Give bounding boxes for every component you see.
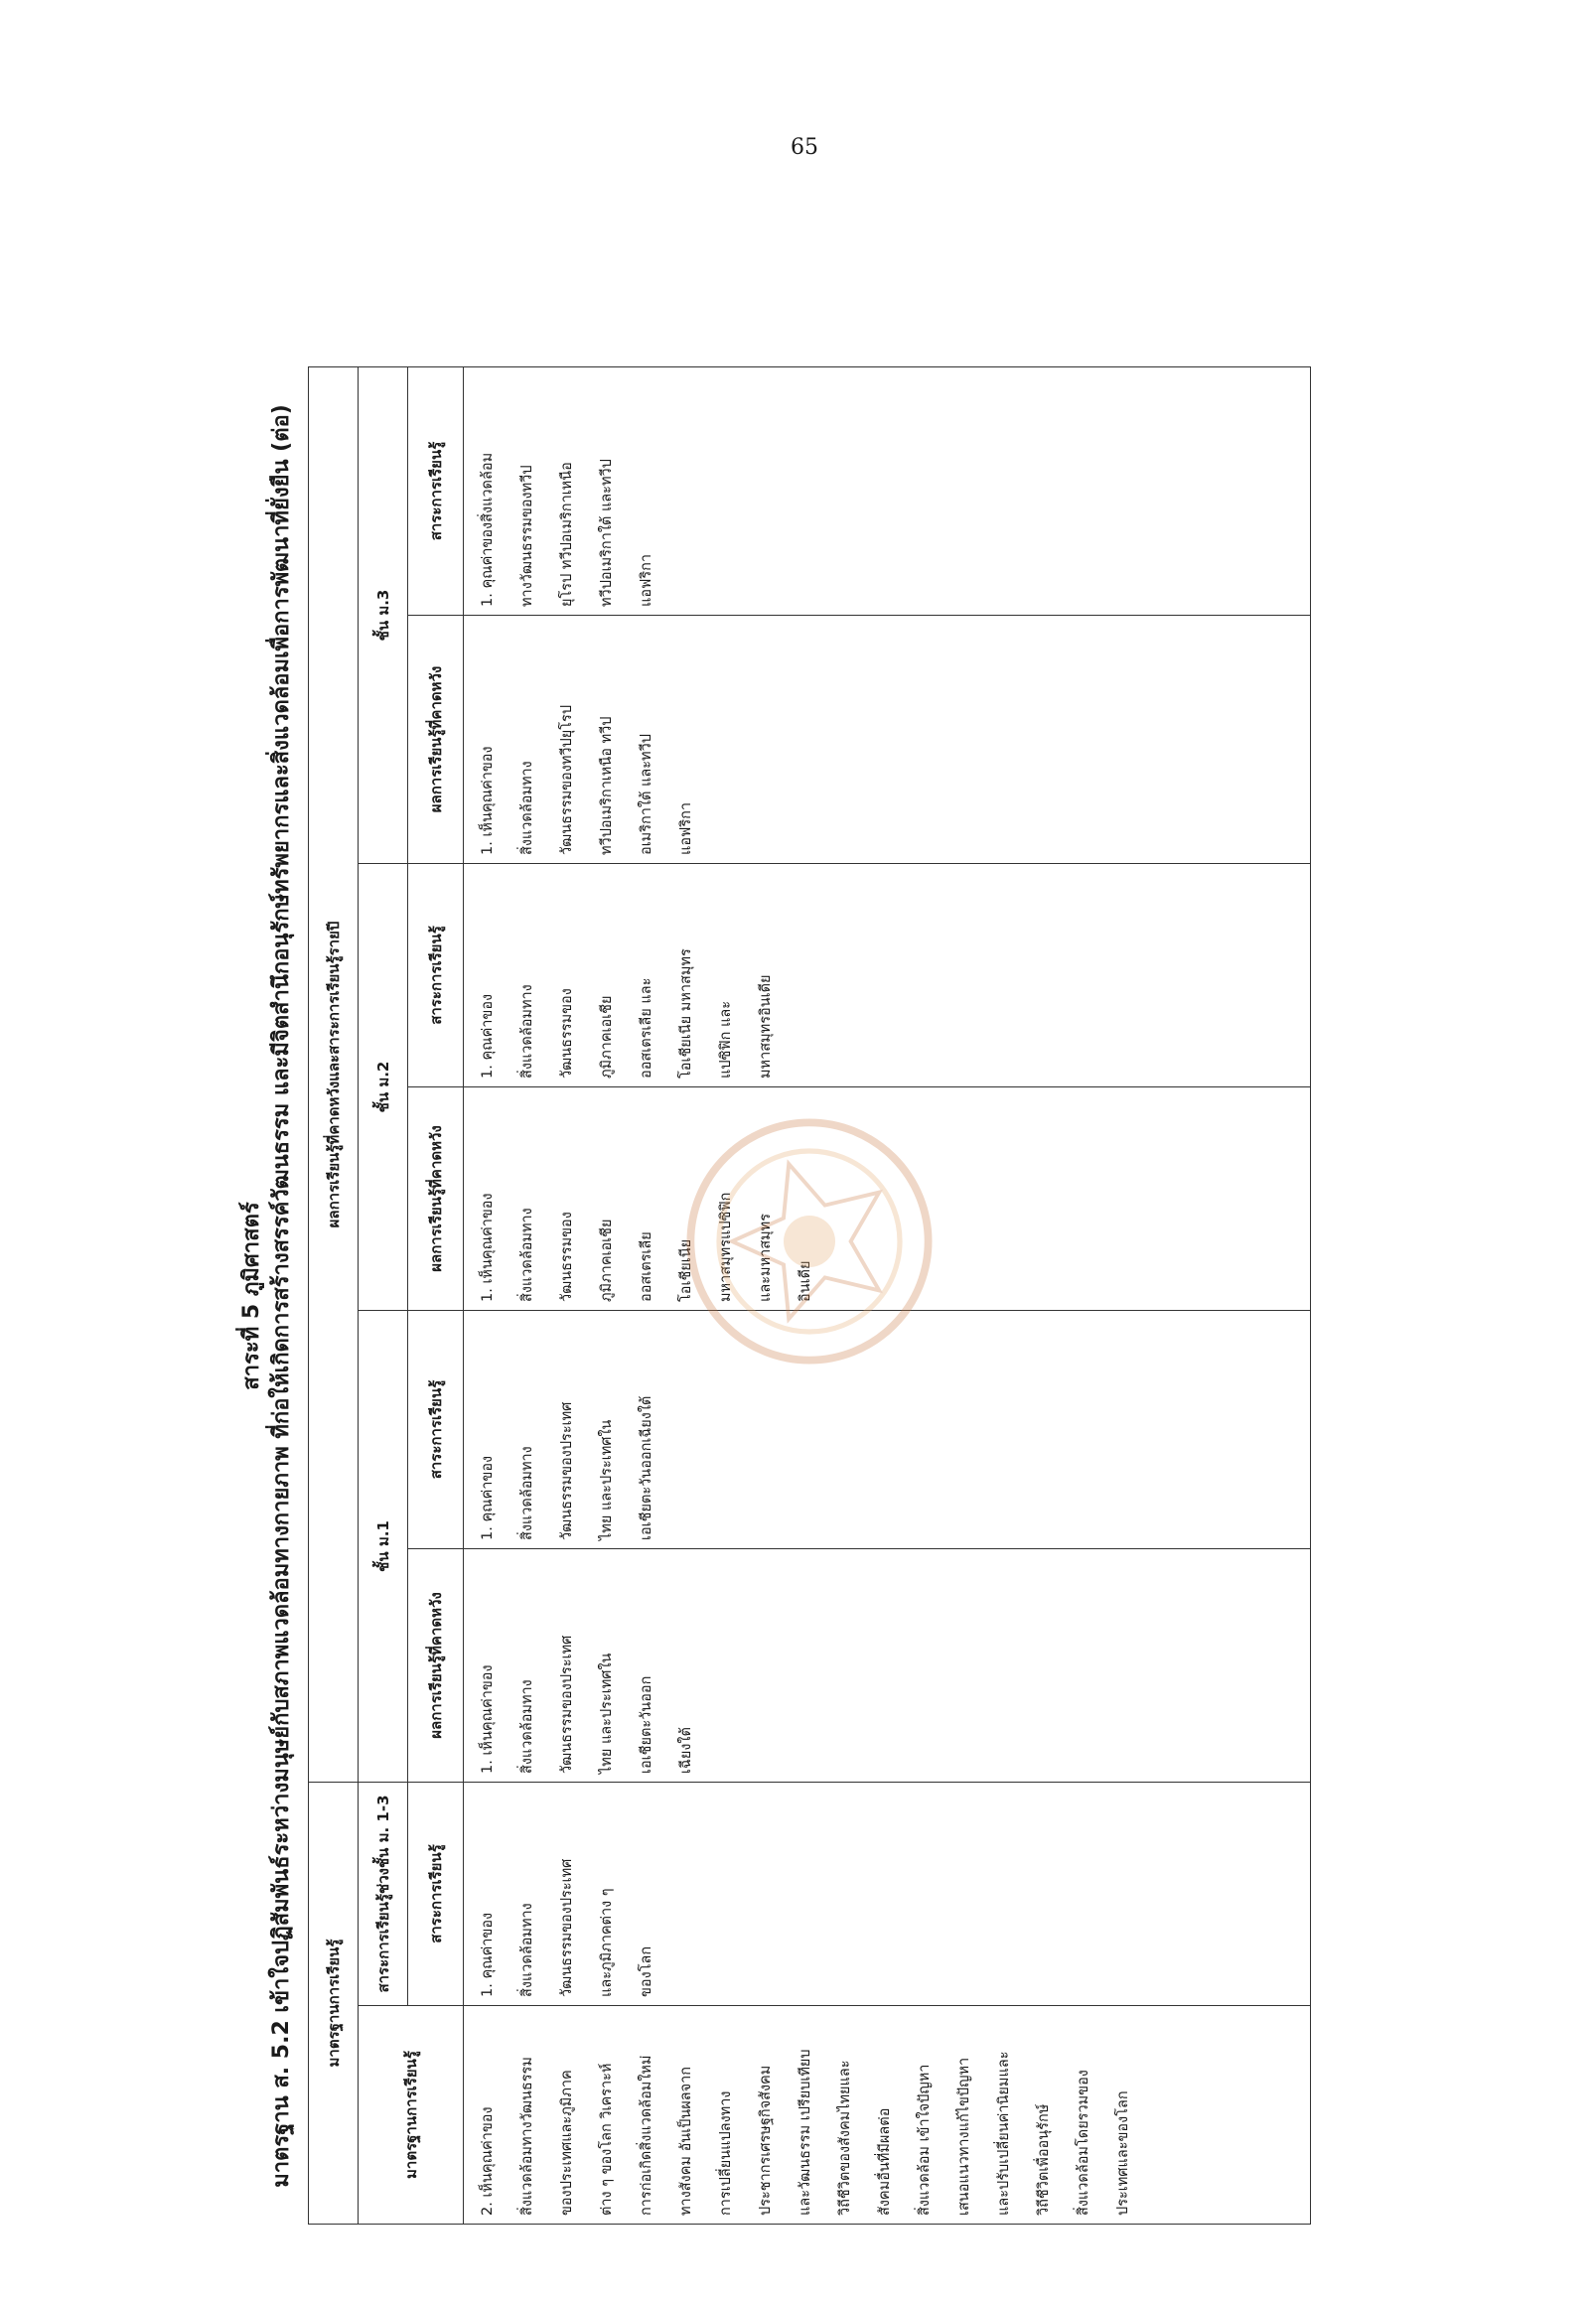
cell-line: สิ่งแวดล้อมทางวัฒนธรรม bbox=[519, 2057, 535, 2216]
m3-content-cell bbox=[464, 366, 1311, 615]
m2-expected-cell bbox=[464, 1087, 1311, 1311]
cell-line: วิถีชีวิตเพื่ออนุรักษ์ bbox=[1036, 2103, 1052, 2216]
learning-standard-group-header: มาตรฐานการเรียนรู้ bbox=[309, 1783, 359, 2225]
cell-line: และภูมิภาคต่าง ๆ bbox=[599, 1888, 615, 1997]
grade-m2-header: ชั้น ม.2 bbox=[359, 864, 408, 1311]
cell-line: อินเดีย bbox=[798, 1260, 813, 1302]
cell-line: ไทย และประเทศใน bbox=[599, 1653, 615, 1774]
cell-line: วัฒนธรรมของ bbox=[559, 1212, 575, 1302]
cell-line: โอเชียเนีย มหาสมุทร bbox=[678, 948, 694, 1079]
col-m3-content-header: สาระการเรียนรู้ bbox=[408, 366, 464, 615]
cell-line: 1. คุณค่าของ bbox=[480, 993, 496, 1079]
cell-line: และมหาสมุทร bbox=[758, 1213, 774, 1302]
cell-line: สิ่งแวดล้อมทาง bbox=[519, 984, 535, 1079]
cell-line: และวัฒนธรรม เปรียบเทียบ bbox=[798, 2049, 813, 2216]
cell-line: ต่าง ๆ ของโลก วิเคราะห์ bbox=[599, 2063, 615, 2216]
cell-line: ทวีปอเมริกาเหนือ ทวีป bbox=[599, 716, 615, 855]
cell-line: เอเชียตะวันออก bbox=[639, 1675, 654, 1774]
cell-line: ทวีปอเมริกาใต้ และทวีป bbox=[599, 459, 615, 607]
col-content-header: สาระการเรียนรู้ bbox=[408, 1783, 464, 2006]
expected-outcomes-group-header: ผลการเรียนรู้ที่คาดหวังและสาระการเรียนรู้รายปี bbox=[309, 366, 359, 1782]
cell-line: เอเชียตะวันออกเฉียงใต้ bbox=[639, 1395, 654, 1540]
cell-line: วัฒนธรรมของประเทศ bbox=[559, 1401, 575, 1540]
cell-line: มหาสมุทรอินเดีย bbox=[758, 974, 774, 1079]
cell-line: และปรับเปลี่ยนค่านิยมและ bbox=[996, 2051, 1012, 2216]
cell-line: ประชากรเศรษฐกิจสังคม bbox=[758, 2065, 774, 2216]
cell-line: วัฒนธรรมของทวีปยุโรป bbox=[559, 704, 575, 855]
cell-line: ไทย และประเทศใน bbox=[599, 1419, 615, 1540]
col-m2-expected-header: ผลการเรียนรู้ที่คาดหวัง bbox=[408, 1087, 464, 1311]
cell-line: สิ่งแวดล้อมทาง bbox=[519, 1903, 535, 1997]
cell-line: แอฟริกา bbox=[639, 553, 654, 607]
cell-line: เสนอแนวทางแก้ไขปัญหา bbox=[956, 2057, 972, 2216]
cell-line: ของโลก bbox=[639, 1945, 654, 1997]
cell-line: 1. เห็นคุณค่าของ bbox=[480, 746, 496, 855]
range-content-cell bbox=[464, 1783, 1311, 2006]
col-standard-header: มาตรฐานการเรียนรู้ bbox=[359, 2006, 464, 2225]
standard-cell bbox=[464, 2006, 1311, 2225]
m1-content-cell bbox=[464, 1311, 1311, 1549]
cell-line: วัฒนธรรมของประเทศ bbox=[559, 1635, 575, 1774]
cell-line: การเปลี่ยนแปลงทาง bbox=[718, 2090, 734, 2216]
grade-range-content-header: สาระการเรียนรู้ช่วงชั้น ม. 1-3 bbox=[359, 1783, 408, 2006]
cell-line: สิ่งแวดล้อมโดยรวมของ bbox=[1076, 2070, 1091, 2216]
cell-line: วิถีชีวิตของสังคมไทยและ bbox=[837, 2060, 853, 2216]
col-m1-expected-header: ผลการเรียนรู้ที่คาดหวัง bbox=[408, 1549, 464, 1783]
page-number: 65 bbox=[791, 135, 818, 160]
m2-content-cell bbox=[464, 864, 1311, 1087]
cell-line: ทางสังคม อันเป็นผลจาก bbox=[678, 2066, 694, 2216]
header-row-2 bbox=[359, 366, 408, 2224]
col-m2-content-header: สาระการเรียนรู้ bbox=[408, 864, 464, 1087]
cell-line: เฉียงใต้ bbox=[678, 1727, 694, 1774]
cell-line: 1. คุณค่าของสิ่งแวดล้อม bbox=[480, 452, 496, 607]
header-row-3 bbox=[408, 366, 464, 2224]
cell-line: โอเชียเนีย bbox=[678, 1238, 694, 1302]
cell-line: การก่อเกิดสิ่งแวดล้อมใหม่ bbox=[639, 2055, 654, 2216]
col-m1-content-header: สาระการเรียนรู้ bbox=[408, 1311, 464, 1549]
cell-line: แปซิฟิก และ bbox=[718, 1000, 734, 1079]
cell-line: ประเทศและของโลก bbox=[1115, 2090, 1131, 2216]
cell-line: ของประเทศและภูมิภาค bbox=[559, 2070, 575, 2216]
col-m3-expected-header: ผลการเรียนรู้ที่คาดหวัง bbox=[408, 616, 464, 864]
cell-line: 1. เห็นคุณค่าของ bbox=[480, 1193, 496, 1302]
cell-line: 1. คุณค่าของ bbox=[480, 1912, 496, 1997]
cell-line: ออสเตรเลีย bbox=[639, 1231, 654, 1302]
cell-line: ภูมิภาคเอเชีย bbox=[599, 995, 615, 1079]
cell-line: มหาสมุทรแปซิฟิก bbox=[718, 1192, 734, 1302]
cell-line: ทางวัฒนธรรมของทวีป bbox=[519, 465, 535, 607]
cell-line: สิ่งแวดล้อมทาง bbox=[519, 1679, 535, 1774]
cell-line: แอฟริกา bbox=[678, 801, 694, 855]
cell-line: 1. คุณค่าของ bbox=[480, 1455, 496, 1540]
grade-m3-header: ชั้น ม.3 bbox=[359, 366, 408, 863]
header-row-1 bbox=[309, 366, 359, 2224]
curriculum-table bbox=[308, 366, 1311, 2225]
table-row bbox=[464, 366, 1311, 2224]
cell-line: 2. เห็นคุณค่าของ bbox=[480, 2106, 496, 2216]
standard-heading: มาตรฐาน ส. 5.2 เข้าใจปฏิสัมพันธ์ระหว่างมนุษย์กับสภาพแวดล้อมทางกายภาพ ที่ก่อให้เกิดการสร้างสรรค์วัฒนธรรม และมีจิตสำนึกอนุรักษ์ทรัพยากรและสิ่งแวดล้อมเพื่อการพัฒนาที่ยั่งยืน (ต่อ) bbox=[269, 404, 294, 2188]
cell-line: วัฒนธรรมของ bbox=[559, 988, 575, 1079]
cell-line: ยุโรป ทวีปอเมริกาเหนือ bbox=[559, 462, 575, 607]
cell-line: สิ่งแวดล้อม เข้าใจปัญหา bbox=[917, 2064, 933, 2216]
cell-line: อเมริกาใต้ และทวีป bbox=[639, 734, 654, 855]
strand-heading: สาระที่ 5 ภูมิศาสตร์ bbox=[239, 1202, 264, 1390]
cell-line: สังคมอื่นที่มีผลต่อ bbox=[877, 2107, 893, 2216]
cell-line: 1. เห็นคุณค่าของ bbox=[480, 1664, 496, 1774]
cell-line: สิ่งแวดล้อมทาง bbox=[519, 761, 535, 855]
m1-expected-cell bbox=[464, 1549, 1311, 1783]
cell-line: วัฒนธรรมของประเทศ bbox=[559, 1858, 575, 1997]
m3-expected-cell bbox=[464, 616, 1311, 864]
cell-line: ภูมิภาคเอเชีย bbox=[599, 1219, 615, 1302]
cell-line: สิ่งแวดล้อมทาง bbox=[519, 1446, 535, 1540]
cell-line: ออสเตรเลีย และ bbox=[639, 977, 654, 1079]
rotated-page-content bbox=[214, 367, 1326, 2225]
grade-m1-header: ชั้น ม.1 bbox=[359, 1311, 408, 1783]
cell-line: สิ่งแวดล้อมทาง bbox=[519, 1208, 535, 1302]
